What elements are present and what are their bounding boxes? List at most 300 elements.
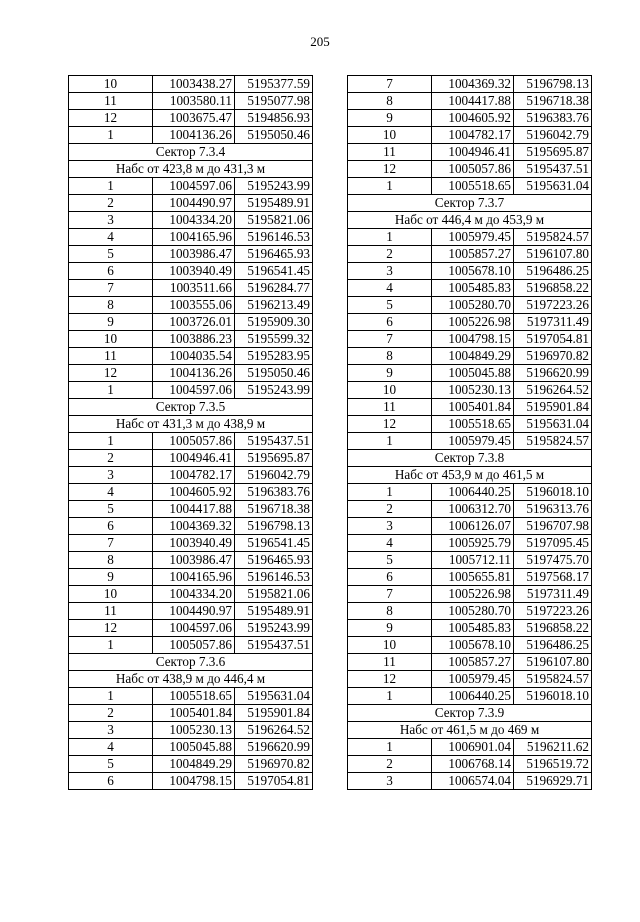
point-number: 5 [348,297,432,314]
table-row [348,433,592,450]
x-coordinate: 1005057.86 [432,161,514,178]
x-coordinate: 1004798.15 [153,773,235,790]
y-coordinate: 5196718.38 [235,501,313,518]
y-coordinate: 5196929.71 [514,773,592,790]
y-coordinate: 5195283.95 [235,348,313,365]
x-coordinate: 1003675.47 [153,110,235,127]
table-row [348,484,592,501]
x-coordinate: 1004605.92 [432,110,514,127]
point-number: 8 [348,348,432,365]
x-coordinate: 1005979.45 [432,671,514,688]
x-coordinate: 1004946.41 [432,144,514,161]
y-coordinate: 5195695.87 [235,450,313,467]
x-coordinate: 1005401.84 [432,399,514,416]
sector-title: Сектор 7.3.4 [69,144,313,161]
y-coordinate: 5195631.04 [235,688,313,705]
sector-title-row [69,399,313,416]
x-coordinate: 1004334.20 [153,212,235,229]
x-coordinate: 1003940.49 [153,535,235,552]
point-number: 1 [69,637,153,654]
x-coordinate: 1004136.26 [153,127,235,144]
sector-title: Сектор 7.3.7 [348,195,592,212]
table-row [69,433,313,450]
x-coordinate: 1004946.41 [153,450,235,467]
point-number: 4 [69,229,153,246]
point-number: 4 [69,484,153,501]
point-number: 5 [69,756,153,773]
coordinates-table-left [68,75,313,790]
y-coordinate: 5197223.26 [514,297,592,314]
point-number: 1 [69,688,153,705]
x-coordinate: 1005485.83 [432,280,514,297]
x-coordinate: 1004417.88 [432,93,514,110]
table-row [69,314,313,331]
y-coordinate: 5197054.81 [235,773,313,790]
x-coordinate: 1005057.86 [153,433,235,450]
point-number: 11 [69,348,153,365]
table-row [69,756,313,773]
y-coordinate: 5196383.76 [514,110,592,127]
table-row [348,518,592,535]
table-row [348,552,592,569]
table-row [69,569,313,586]
x-coordinate: 1004782.17 [432,127,514,144]
table-row [69,773,313,790]
table-row [69,348,313,365]
y-coordinate: 5196264.52 [514,382,592,399]
table-row [348,229,592,246]
point-number: 12 [348,416,432,433]
table-row [69,484,313,501]
y-coordinate: 5196970.82 [235,756,313,773]
y-coordinate: 5196284.77 [235,280,313,297]
sector-title-row [348,705,592,722]
y-coordinate: 5195437.51 [235,637,313,654]
y-coordinate: 5196211.62 [514,739,592,756]
table-row [69,620,313,637]
y-coordinate: 5197475.70 [514,552,592,569]
sector-title-row [69,144,313,161]
y-coordinate: 5196383.76 [235,484,313,501]
y-coordinate: 5196264.52 [235,722,313,739]
y-coordinate: 5195821.06 [235,212,313,229]
y-coordinate: 5195377.59 [235,76,313,93]
y-coordinate: 5196042.79 [235,467,313,484]
x-coordinate: 1004605.92 [153,484,235,501]
table-row [69,722,313,739]
table-row [69,535,313,552]
y-coordinate: 5196486.25 [514,637,592,654]
table-row [69,637,313,654]
table-row [348,756,592,773]
point-number: 4 [348,280,432,297]
x-coordinate: 1005518.65 [153,688,235,705]
x-coordinate: 1004136.26 [153,365,235,382]
point-number: 6 [69,773,153,790]
table-row [69,212,313,229]
point-number: 4 [348,535,432,552]
table-row [348,144,592,161]
y-coordinate: 5195077.98 [235,93,313,110]
x-coordinate: 1003986.47 [153,246,235,263]
table-row [348,161,592,178]
x-coordinate: 1004782.17 [153,467,235,484]
point-number: 8 [348,93,432,110]
x-coordinate: 1004798.15 [432,331,514,348]
point-number: 10 [69,586,153,603]
x-coordinate: 1005485.83 [432,620,514,637]
point-number: 7 [69,535,153,552]
point-number: 7 [69,280,153,297]
x-coordinate: 1006126.07 [432,518,514,535]
point-number: 2 [69,195,153,212]
y-coordinate: 5196858.22 [514,620,592,637]
x-coordinate: 1006440.25 [432,484,514,501]
x-coordinate: 1005518.65 [432,178,514,195]
point-number: 1 [69,127,153,144]
point-number: 12 [69,365,153,382]
y-coordinate: 5195824.57 [514,433,592,450]
table-row [69,331,313,348]
point-number: 11 [69,93,153,110]
x-coordinate: 1003726.01 [153,314,235,331]
sector-title-row [348,195,592,212]
table-row [69,518,313,535]
point-number: 5 [69,501,153,518]
table-row [348,382,592,399]
y-coordinate: 5197095.45 [514,535,592,552]
sector-title: Сектор 7.3.6 [69,654,313,671]
page-number: 205 [310,34,330,49]
point-number: 11 [348,399,432,416]
point-number: 1 [348,229,432,246]
point-number: 6 [69,518,153,535]
point-number: 10 [348,382,432,399]
table-row [348,297,592,314]
x-coordinate: 1005057.86 [153,637,235,654]
point-number: 3 [348,773,432,790]
point-number: 4 [69,739,153,756]
y-coordinate: 5195050.46 [235,365,313,382]
sector-range-row [348,722,592,739]
point-number: 1 [69,178,153,195]
y-coordinate: 5196707.98 [514,518,592,535]
y-coordinate: 5195824.57 [514,671,592,688]
table-row [348,263,592,280]
x-coordinate: 1005655.81 [432,569,514,586]
x-coordinate: 1003986.47 [153,552,235,569]
point-number: 2 [69,450,153,467]
table-row [348,671,592,688]
x-coordinate: 1006312.70 [432,501,514,518]
table-row [69,552,313,569]
point-number: 2 [348,756,432,773]
y-coordinate: 5196620.99 [235,739,313,756]
x-coordinate: 1004369.32 [153,518,235,535]
y-coordinate: 5194856.93 [235,110,313,127]
table-row [69,280,313,297]
x-coordinate: 1005712.11 [432,552,514,569]
x-coordinate: 1005226.98 [432,314,514,331]
x-coordinate: 1004490.97 [153,603,235,620]
table-row [69,110,313,127]
table-row [69,297,313,314]
point-number: 8 [69,552,153,569]
x-coordinate: 1003886.23 [153,331,235,348]
y-coordinate: 5196018.10 [514,688,592,705]
x-coordinate: 1006440.25 [432,688,514,705]
y-coordinate: 5196486.25 [514,263,592,280]
x-coordinate: 1005857.27 [432,654,514,671]
y-coordinate: 5195824.57 [514,229,592,246]
x-coordinate: 1005979.45 [432,229,514,246]
table-row [348,416,592,433]
point-number: 9 [348,620,432,637]
point-number: 9 [69,569,153,586]
x-coordinate: 1005518.65 [432,416,514,433]
sector-title: Сектор 7.3.8 [348,450,592,467]
y-coordinate: 5195489.91 [235,195,313,212]
y-coordinate: 5196213.49 [235,297,313,314]
point-number: 12 [69,110,153,127]
x-coordinate: 1005678.10 [432,263,514,280]
table-row [348,501,592,518]
y-coordinate: 5195243.99 [235,620,313,637]
x-coordinate: 1004597.06 [153,620,235,637]
sector-title-row [69,654,313,671]
y-coordinate: 5196798.13 [235,518,313,535]
y-coordinate: 5195909.30 [235,314,313,331]
sector-range-row [69,671,313,688]
y-coordinate: 5196107.80 [514,246,592,263]
x-coordinate: 1004597.06 [153,178,235,195]
x-coordinate: 1003580.11 [153,93,235,110]
table-row [69,246,313,263]
point-number: 12 [69,620,153,637]
y-coordinate: 5196541.45 [235,535,313,552]
point-number: 9 [348,110,432,127]
y-coordinate: 5197568.17 [514,569,592,586]
point-number: 3 [348,518,432,535]
y-coordinate: 5196718.38 [514,93,592,110]
y-coordinate: 5197311.49 [514,314,592,331]
point-number: 3 [69,212,153,229]
table-row [348,93,592,110]
point-number: 5 [348,552,432,569]
point-number: 2 [348,501,432,518]
x-coordinate: 1005857.27 [432,246,514,263]
sector-range: Набс от 423,8 м до 431,3 м [69,161,313,178]
table-row [69,263,313,280]
x-coordinate: 1004597.06 [153,382,235,399]
y-coordinate: 5196313.76 [514,501,592,518]
point-number: 10 [69,331,153,348]
x-coordinate: 1005230.13 [432,382,514,399]
table-row [69,705,313,722]
table-row [348,110,592,127]
point-number: 6 [69,263,153,280]
sector-range: Набс от 438,9 м до 446,4 м [69,671,313,688]
point-number: 3 [348,263,432,280]
sector-title: Сектор 7.3.9 [348,705,592,722]
x-coordinate: 1004417.88 [153,501,235,518]
table-row [69,229,313,246]
y-coordinate: 5196798.13 [514,76,592,93]
x-coordinate: 1005925.79 [432,535,514,552]
x-coordinate: 1003438.27 [153,76,235,93]
x-coordinate: 1004165.96 [153,569,235,586]
x-coordinate: 1004165.96 [153,229,235,246]
point-number: 1 [69,382,153,399]
table-row [348,348,592,365]
table-row [348,535,592,552]
x-coordinate: 1005230.13 [153,722,235,739]
table-row [69,467,313,484]
y-coordinate: 5196465.93 [235,246,313,263]
x-coordinate: 1005280.70 [432,297,514,314]
y-coordinate: 5195599.32 [235,331,313,348]
sector-range-row [69,416,313,433]
x-coordinate: 1004334.20 [153,586,235,603]
point-number: 7 [348,76,432,93]
table-row [348,178,592,195]
sector-range-row [348,467,592,484]
point-number: 7 [348,331,432,348]
x-coordinate: 1006768.14 [432,756,514,773]
y-coordinate: 5195901.84 [514,399,592,416]
table-row [348,654,592,671]
x-coordinate: 1005045.88 [153,739,235,756]
table-row [348,280,592,297]
table-row [69,93,313,110]
x-coordinate: 1006574.04 [432,773,514,790]
coordinates-table-right [347,75,592,790]
point-number: 1 [348,484,432,501]
point-number: 11 [348,144,432,161]
sector-title: Сектор 7.3.5 [69,399,313,416]
table-row [348,688,592,705]
sector-range: Набс от 431,3 м до 438,9 м [69,416,313,433]
coordinates-table-left-body [69,76,313,790]
y-coordinate: 5196146.53 [235,229,313,246]
x-coordinate: 1003555.06 [153,297,235,314]
y-coordinate: 5196018.10 [514,484,592,501]
point-number: 11 [69,603,153,620]
y-coordinate: 5196541.45 [235,263,313,280]
point-number: 6 [348,314,432,331]
y-coordinate: 5196042.79 [514,127,592,144]
y-coordinate: 5195243.99 [235,178,313,195]
y-coordinate: 5195489.91 [235,603,313,620]
y-coordinate: 5195437.51 [235,433,313,450]
table-row [69,76,313,93]
table-row [348,569,592,586]
point-number: 8 [69,297,153,314]
table-row [69,127,313,144]
sector-range-row [69,161,313,178]
table-row [69,178,313,195]
table-row [348,365,592,382]
point-number: 1 [348,178,432,195]
x-coordinate: 1005045.88 [432,365,514,382]
x-coordinate: 1005280.70 [432,603,514,620]
sector-range: Набс от 461,5 м до 469 м [348,722,592,739]
table-row [348,127,592,144]
x-coordinate: 1005226.98 [432,586,514,603]
table-row [69,586,313,603]
table-row [69,365,313,382]
table-row [348,620,592,637]
y-coordinate: 5197054.81 [514,331,592,348]
point-number: 9 [348,365,432,382]
table-row [348,399,592,416]
y-coordinate: 5196970.82 [514,348,592,365]
point-number: 7 [348,586,432,603]
table-row [348,739,592,756]
y-coordinate: 5197223.26 [514,603,592,620]
table-row [69,501,313,518]
y-coordinate: 5195901.84 [235,705,313,722]
x-coordinate: 1005401.84 [153,705,235,722]
x-coordinate: 1004369.32 [432,76,514,93]
table-row [348,246,592,263]
point-number: 5 [69,246,153,263]
sector-range: Набс от 453,9 м до 461,5 м [348,467,592,484]
table-row [348,331,592,348]
table-row [69,382,313,399]
x-coordinate: 1004035.54 [153,348,235,365]
x-coordinate: 1004849.29 [153,756,235,773]
point-number: 6 [348,569,432,586]
table-row [69,688,313,705]
sector-title-row [348,450,592,467]
point-number: 10 [348,127,432,144]
point-number: 3 [69,722,153,739]
y-coordinate: 5195437.51 [514,161,592,178]
table-row [348,314,592,331]
table-row [69,195,313,212]
point-number: 8 [348,603,432,620]
table-row [348,637,592,654]
x-coordinate: 1004490.97 [153,195,235,212]
y-coordinate: 5195631.04 [514,178,592,195]
point-number: 9 [69,314,153,331]
table-row [348,773,592,790]
x-coordinate: 1003940.49 [153,263,235,280]
y-coordinate: 5195695.87 [514,144,592,161]
y-coordinate: 5196620.99 [514,365,592,382]
point-number: 1 [348,688,432,705]
coordinates-table-right-body [348,76,592,790]
y-coordinate: 5195631.04 [514,416,592,433]
point-number: 12 [348,671,432,688]
x-coordinate: 1006901.04 [432,739,514,756]
y-coordinate: 5196146.53 [235,569,313,586]
table-row [69,603,313,620]
table-row [69,739,313,756]
point-number: 12 [348,161,432,178]
point-number: 2 [348,246,432,263]
point-number: 1 [69,433,153,450]
y-coordinate: 5196519.72 [514,756,592,773]
x-coordinate: 1005678.10 [432,637,514,654]
y-coordinate: 5195821.06 [235,586,313,603]
point-number: 10 [69,76,153,93]
table-row [348,76,592,93]
table-row [348,603,592,620]
table-row [348,586,592,603]
point-number: 3 [69,467,153,484]
